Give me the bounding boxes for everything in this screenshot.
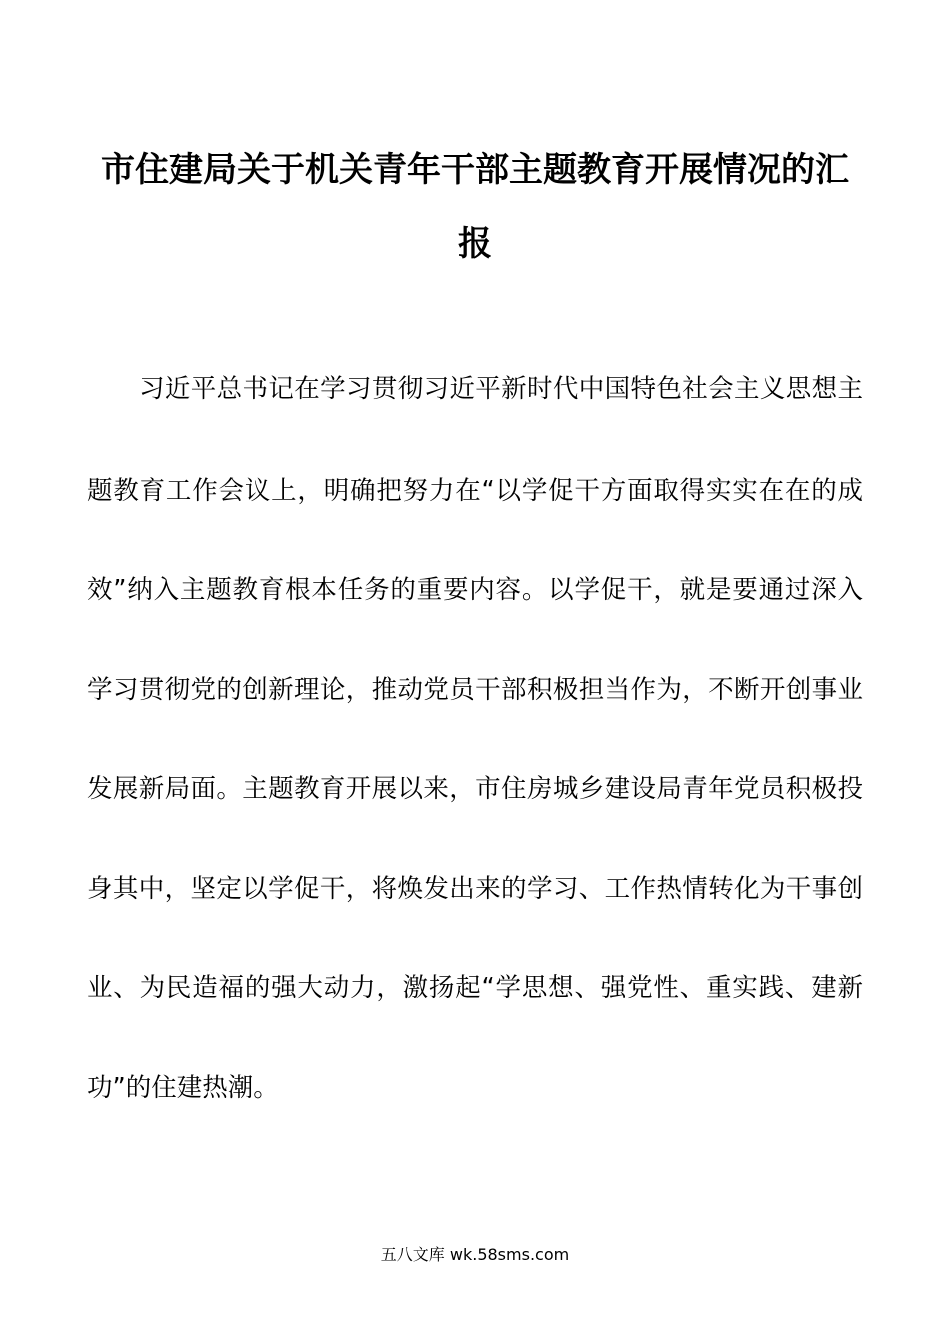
body-line-5: 发展新局面。主题教育开展以来，市住房城乡建设局青年党员积极投 <box>87 774 863 804</box>
body-line-7: 业、为民造福的强大动力，激扬起“学思想、强党性、重实践、建新 <box>87 973 863 1003</box>
body-line-3: 效”纳入主题教育根本任务的重要内容。以学促干，就是要通过深入 <box>87 575 863 605</box>
body-line-6: 身其中，坚定以学促干，将焕发出来的学习、工作热情转化为干事创 <box>87 874 863 904</box>
body-line-1: 习近平总书记在学习贯彻习近平新时代中国特色社会主义思想主 <box>139 374 863 404</box>
body-line-8: 功”的住建热潮。 <box>87 1073 279 1103</box>
body-line-2: 题教育工作会议上，明确把努力在“以学促干方面取得实实在在的成 <box>87 476 863 506</box>
document-title-line-1: 市住建局关于机关青年干部主题教育开展情况的汇 <box>101 150 849 190</box>
body-line-4: 学习贯彻党的创新理论，推动党员干部积极担当作为，不断开创事业 <box>87 675 863 705</box>
footer-watermark: 五八文库 wk.58sms.com <box>380 1245 570 1264</box>
document-title-line-2: 报 <box>458 224 492 264</box>
